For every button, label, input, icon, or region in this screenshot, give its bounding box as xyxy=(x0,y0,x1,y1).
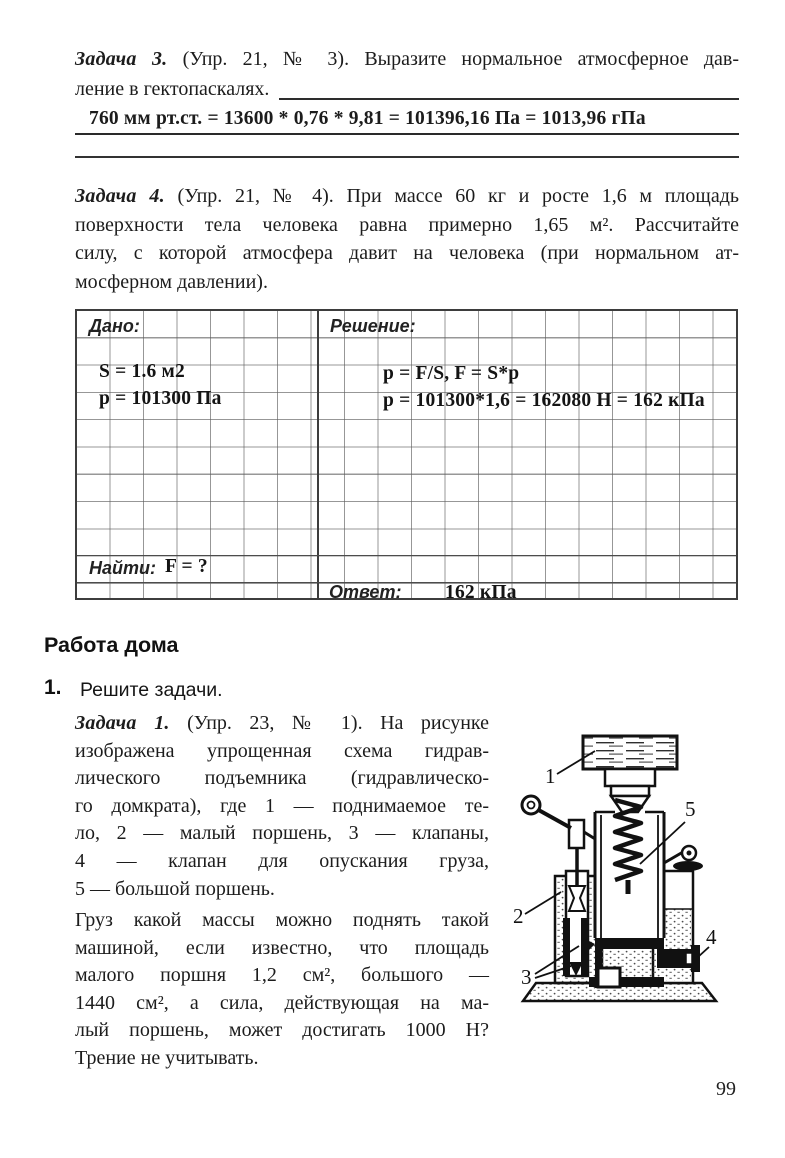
task3-line2-text: ление в гектопаскалях. xyxy=(75,78,270,100)
page-number: 99 xyxy=(716,1078,736,1100)
given-label: Дано: xyxy=(89,316,140,336)
find-value: F = ? xyxy=(165,556,208,577)
solution-line-1: p = F/S, F = S*p xyxy=(383,363,520,384)
solution-label: Решение: xyxy=(330,316,416,336)
task3-answer-handwritten xyxy=(75,108,739,135)
table-answer-rule xyxy=(77,582,736,583)
task1-paragraph-2 xyxy=(75,907,489,1073)
task1-line1-text: (Упр. 23, № 1). На рисунке xyxy=(187,712,489,734)
task1-line12: лый поршень, может достигать 1000 Н? xyxy=(75,1019,489,1042)
task1-line5: ло, 2 — малый поршень, 3 — клапаны, xyxy=(75,822,489,845)
homework-heading: Работа дома xyxy=(44,633,179,657)
task1-line11: 1440 см², а сила, действующая на ма- xyxy=(75,991,489,1014)
find-label: Найти: xyxy=(89,558,156,578)
figure-label-release-valve: 4 xyxy=(706,925,717,949)
task3-line1-text: (Упр. 21, № 3). Выразите нормальное атмосферное дав- xyxy=(182,48,739,70)
task3-line1 xyxy=(75,44,739,74)
given-value-1: S = 1.6 м2 xyxy=(99,361,185,382)
task1-line10: малого поршня 1,2 см², большого — xyxy=(75,964,489,987)
figure-label-load: 1 xyxy=(545,764,556,788)
answer-label: Ответ: xyxy=(329,582,402,602)
homework-item-text: Решите задачи. xyxy=(80,679,223,701)
lifted-load xyxy=(583,736,677,812)
release-valve xyxy=(657,945,700,972)
task4-paragraph xyxy=(75,182,739,296)
task4-title: Задача 4. xyxy=(75,185,165,207)
task3-title: Задача 3. xyxy=(75,48,168,70)
task3-answer-text: 760 мм рт.ст. = 13600 * 0,76 * 9,81 = 101396,16 Па = 1013,96 гПа xyxy=(89,108,646,129)
task1-line7: 5 — большой поршень. xyxy=(75,877,275,900)
blank-answer-rule xyxy=(75,156,739,158)
task3-paragraph xyxy=(75,44,739,104)
task1-line2: изображена упрощенная схема гидрав- xyxy=(75,739,489,762)
task1-line9: машиной, если известно, что площадь xyxy=(75,936,489,959)
task1-title: Задача 1. xyxy=(75,712,170,734)
task3-line2 xyxy=(75,74,739,104)
homework-item-number: 1. xyxy=(44,676,62,699)
task1-line6: 4 — клапан для опускания груза, xyxy=(75,849,489,872)
answer-rule-inline xyxy=(279,98,739,100)
figure-label-valves: 3 xyxy=(521,965,532,989)
figure-label-big-piston: 5 xyxy=(685,797,696,821)
task1-line1 xyxy=(75,710,489,738)
task4-line2: поверхности тела человека равна примерно 1,65 м². Рассчитайте xyxy=(75,213,739,236)
task4-line1-text: (Упр. 21, № 4). При массе 60 кг и росте 1,6 м площадь xyxy=(177,185,739,207)
figure-label-small-piston: 2 xyxy=(513,904,524,928)
task1-line3: лического подъемника (гидравлическо- xyxy=(75,767,489,790)
task1-line8: Груз какой массы можно поднять такой xyxy=(75,909,489,931)
given-value-2: p = 101300 Па xyxy=(99,388,222,409)
task4-line1 xyxy=(75,182,739,211)
chamber-step xyxy=(598,968,620,987)
task4-line4: мосферном давлении). xyxy=(75,270,268,293)
hydraulic-jack-figure xyxy=(505,716,785,1012)
small-piston-assembly xyxy=(522,796,602,983)
task1-line4: го домкрата), где 1 — поднимаемое те- xyxy=(75,794,489,817)
task4-line3: силу, с которой атмосфера давит на человека (при нормальном ат- xyxy=(75,242,739,264)
solution-line-2: p = 101300*1,6 = 162080 Н = 162 кПа xyxy=(383,390,705,411)
solution-table xyxy=(75,309,738,603)
task1-paragraph xyxy=(75,710,489,903)
task1-line13: Трение не учитывать. xyxy=(75,1046,259,1069)
hydraulic-jack-diagram xyxy=(505,716,785,1012)
answer-value: 162 кПа xyxy=(445,582,517,603)
